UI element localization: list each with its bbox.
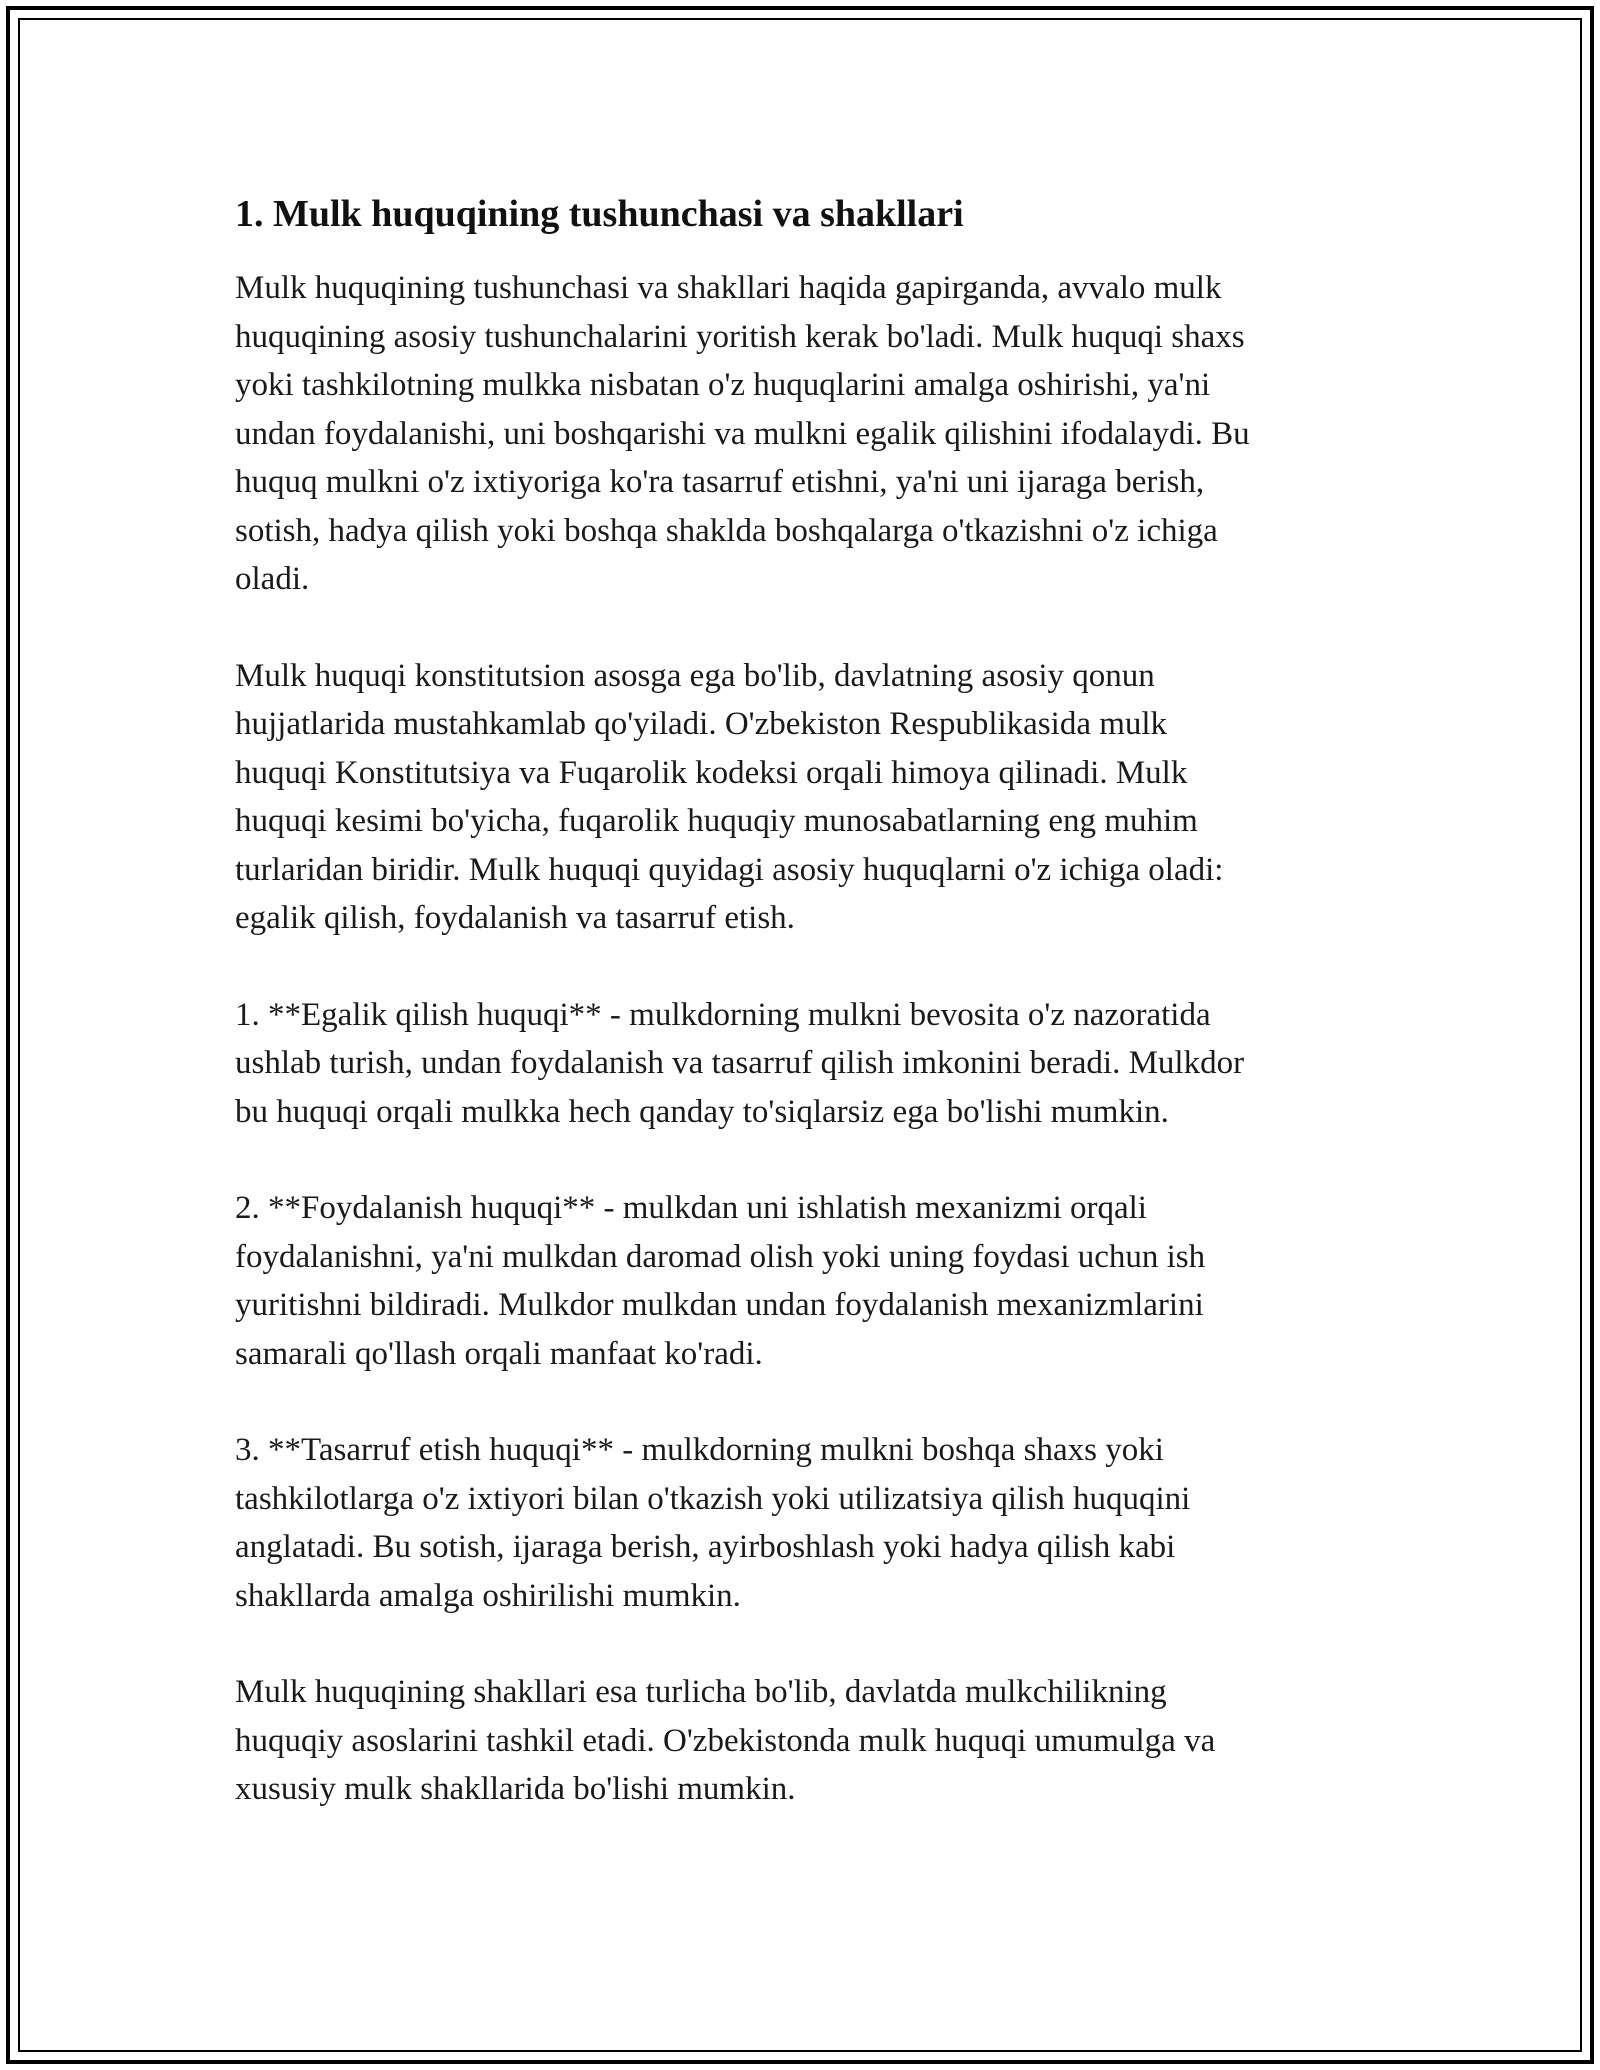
list-item-disposal-right: 3. **Tasarruf etish huquqi** - mulkdorning mulkni boshqa shaxs yoki tashkilotlarga o'z ixtiyori bilan o'tkazish yoki utilizatsiya qilish huquqini anglatadi. Bu sotish, ijaraga berish, ayirboshlash yoki hadya qilish kabi shakllarda amalga oshirilishi mumkin.: [235, 1432, 1191, 1614]
document-body: [235, 186, 1375, 1862]
paragraph-intro: Mulk huquqining tushunchasi va shakllari haqida gapirganda, avvalo mulk huquqining asosiy tushunchalarini yoritish kerak bo'ladi. Mulk huquqi shaxs yoki tashkilotning mulkka nisbatan o'z huquqlarini amalga oshirishi, ya'ni undan foydalanishi, uni boshqarishi va mulkni egalik qilishini ifodalaydi. Bu huquq mulkni o'z ixtiyoriga ko'ra tasarruf etishni, ya'ni uni ijaraga berish, sotish, hadya qilish yoki boshqa shaklda boshqalarga o'tkazishni o'z ichiga oladi.: [235, 270, 1250, 597]
list-item-ownership-right: 1. **Egalik qilish huquqi** - mulkdorning mulkni bevosita o'z nazoratida ushlab turish, undan foydalanish va tasarruf qilish imkonini beradi. Mulkdor bu huquqi orqali mulkka hech qanday to'siqlarsiz ega bo'lishi mumkin.: [235, 996, 1245, 1130]
paragraph-forms: Mulk huquqining shakllari esa turlicha bo'lib, davlatda mulkchilikning huquqiy asoslarini tashkil etadi. O'zbekistonda mulk huquqi umumulga va xususiy mulk shakllarida bo'lishi mumkin.: [235, 1674, 1216, 1807]
paragraph-constitution: Mulk huquqi konstitutsion asosga ega bo'lib, davlatning asosiy qonun hujjatlarida mustahkamlab qo'yiladi. O'zbekiston Respublikasida mulk huquqi Konstitutsiya va Fuqarolik kodeksi orqali himoya qilinadi. Mulk huquqi kesimi bo'yicha, fuqarolik huquqiy munosabatlarning eng muhim turlaridan biridir. Mulk huquqi quyidagi asosiy huquqlarni o'z ichiga oladi: egalik qilish, foydalanish va tasarruf etish.: [235, 657, 1224, 936]
list-item-use-right: 2. **Foydalanish huquqi** - mulkdan uni ishlatish mexanizmi orqali foydalanishni, ya'ni mulkdan daromad olish yoki uning foydasi uchun ish yuritishni bildiradi. Mulkdor mulkdan undan foydalanish mexanizmlarini samarali qo'llash orqali manfaat ko'radi.: [235, 1190, 1206, 1372]
section-heading: 1. Mulk huquqining tushunchasi va shakllari: [235, 193, 964, 235]
